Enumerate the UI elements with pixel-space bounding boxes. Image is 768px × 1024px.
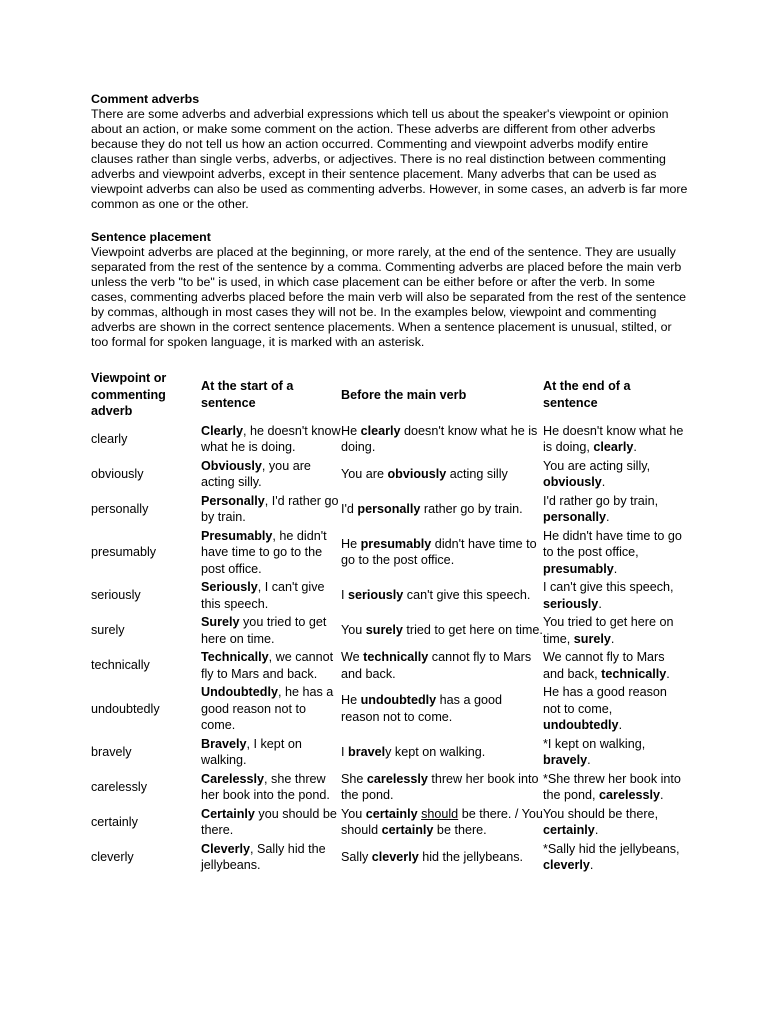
table-row: [91, 770, 686, 805]
cell-adverb: obviously: [91, 466, 144, 481]
cell-adverb: carelessly: [91, 779, 147, 794]
cell-adverb: certainly: [91, 814, 138, 829]
cell-start: Cleverly, Sally hid the jellybeans.: [201, 841, 326, 872]
cell-start: Technically, we cannot fly to Mars and back.: [201, 650, 334, 681]
cell-before-verb: You certainly should be there. / You should certainly be there.: [341, 806, 543, 837]
cell-end: You tried to get here on time, surely.: [543, 615, 674, 646]
section-heading-comment-adverbs: Comment adverbs: [91, 92, 200, 106]
cell-start: Surely you tried to get here on time.: [201, 615, 327, 646]
cell-adverb: technically: [91, 658, 150, 673]
cell-before-verb: I bravely kept on walking.: [341, 744, 486, 759]
table-row: [91, 613, 686, 648]
cell-before-verb: She carelessly threw her book into the pond.: [341, 771, 539, 802]
table-row: [91, 840, 686, 875]
cell-before-verb: You are obviously acting silly: [341, 466, 508, 481]
adverb-placement-table: [91, 370, 686, 875]
cell-start: Personally, I'd rather go by train.: [201, 493, 339, 524]
cell-before-verb: I seriously can't give this speech.: [341, 588, 531, 603]
section-body-comment-adverbs: There are some adverbs and adverbial expressions which tell us about the speaker's viewpoint or opinion about an action, or make some comment on the action. These adverbs are different from other adverbs because they do not tell us how an action occurred. Commenting and viewpoint adverbs modify entire clauses rather than single verbs, adverbs, or adjectives. There is no real distinction between commenting adverbs and viewpoint adverbs, except in their sentence placement. Many adverbs that can be used as viewpoint adverbs can also be used as commenting adverbs. However, in some cases, an adverb is far more common as one or the other.: [91, 107, 688, 211]
cell-adverb: personally: [91, 501, 149, 516]
cell-before-verb: He undoubtedly has a good reason not to come.: [341, 693, 502, 724]
header-before-verb: Before the main verb: [341, 387, 467, 402]
cell-end: I can't give this speech, seriously.: [543, 580, 674, 611]
cell-adverb: presumably: [91, 545, 157, 559]
cell-end: He didn't have time to go to the post office, presumably.: [543, 528, 682, 576]
cell-end: *Sally hid the jellybeans, cleverly.: [543, 841, 680, 872]
table-row: [91, 648, 686, 683]
section-heading-sentence-placement: Sentence placement: [91, 230, 211, 244]
cell-start: Certainly you should be there.: [201, 806, 337, 837]
cell-end: You are acting silly, obviously.: [543, 458, 651, 489]
cell-before-verb: He presumably didn't have time to go to the post office.: [341, 536, 537, 568]
document-page: [91, 92, 691, 875]
cell-end: *She threw her book into the pond, carelessly.: [543, 771, 681, 802]
cell-start: Undoubtedly, he has a good reason not to come.: [201, 685, 334, 732]
header-end: At the end of a sentence: [543, 379, 631, 410]
cell-start: Obviously, you are acting silly.: [201, 458, 311, 489]
cell-before-verb: Sally cleverly hid the jellybeans.: [341, 849, 524, 864]
table-body: [91, 422, 686, 875]
cell-end: You should be there, certainly.: [543, 806, 659, 837]
cell-end: I'd rather go by train, personally.: [543, 493, 659, 524]
cell-start: Presumably, he didn't have time to go to the post office.: [201, 528, 327, 576]
table-row: [91, 457, 686, 492]
cell-start: Bravely, I kept on walking.: [201, 736, 302, 767]
cell-adverb: surely: [91, 623, 125, 638]
cell-adverb: undoubtedly: [91, 701, 160, 716]
cell-end: He has a good reason not to come, undoubtedly.: [543, 685, 667, 732]
cell-end: We cannot fly to Mars and back, technically.: [543, 650, 670, 681]
cell-adverb: bravely: [91, 744, 132, 759]
cell-adverb: seriously: [91, 588, 141, 603]
cell-before-verb: You surely tried to get here on time.: [341, 623, 543, 638]
table-row: [91, 735, 686, 770]
cell-end: He doesn't know what he is doing, clearly.: [543, 423, 684, 454]
cell-start: Carelessly, she threw her book into the pond.: [201, 771, 330, 802]
table-row: [91, 683, 686, 735]
cell-adverb: clearly: [91, 431, 128, 446]
cell-start: Clearly, he doesn't know what he is doing.: [201, 423, 341, 454]
section-body-sentence-placement: Viewpoint adverbs are placed at the beginning, or more rarely, at the end of the sentence. They are usually separated from the rest of the sentence by a comma. Commenting adverbs are placed before the main verb unless the verb "to be" is used, in which case placement can be either before or after the verb. In some cases, commenting adverbs placed before the main verb will also be separated from the rest of the sentence by commas, although in most cases they will not be. In the examples below, viewpoint and commenting adverbs are shown in the correct sentence placements. When a sentence placement is unusual, stilted, or too formal for spoken language, it is marked with an asterisk.: [91, 245, 687, 349]
header-start: At the start of a sentence: [201, 379, 294, 410]
table-row: [91, 492, 686, 527]
table-row: [91, 578, 686, 613]
cell-start: Seriously, I can't give this speech.: [201, 580, 325, 611]
cell-before-verb: I'd personally rather go by train.: [341, 501, 523, 516]
table-row: [91, 805, 686, 840]
table-header-row: [91, 370, 686, 422]
cell-adverb: cleverly: [91, 849, 134, 864]
table-row: [91, 422, 686, 457]
header-adverb: Viewpoint or commenting adverb: [91, 371, 167, 418]
cell-before-verb: We technically cannot fly to Mars and back.: [341, 650, 532, 681]
cell-end: *I kept on walking, bravely.: [543, 736, 646, 767]
cell-before-verb: He clearly doesn't know what he is doing.: [341, 423, 538, 454]
table-row: [91, 527, 686, 579]
